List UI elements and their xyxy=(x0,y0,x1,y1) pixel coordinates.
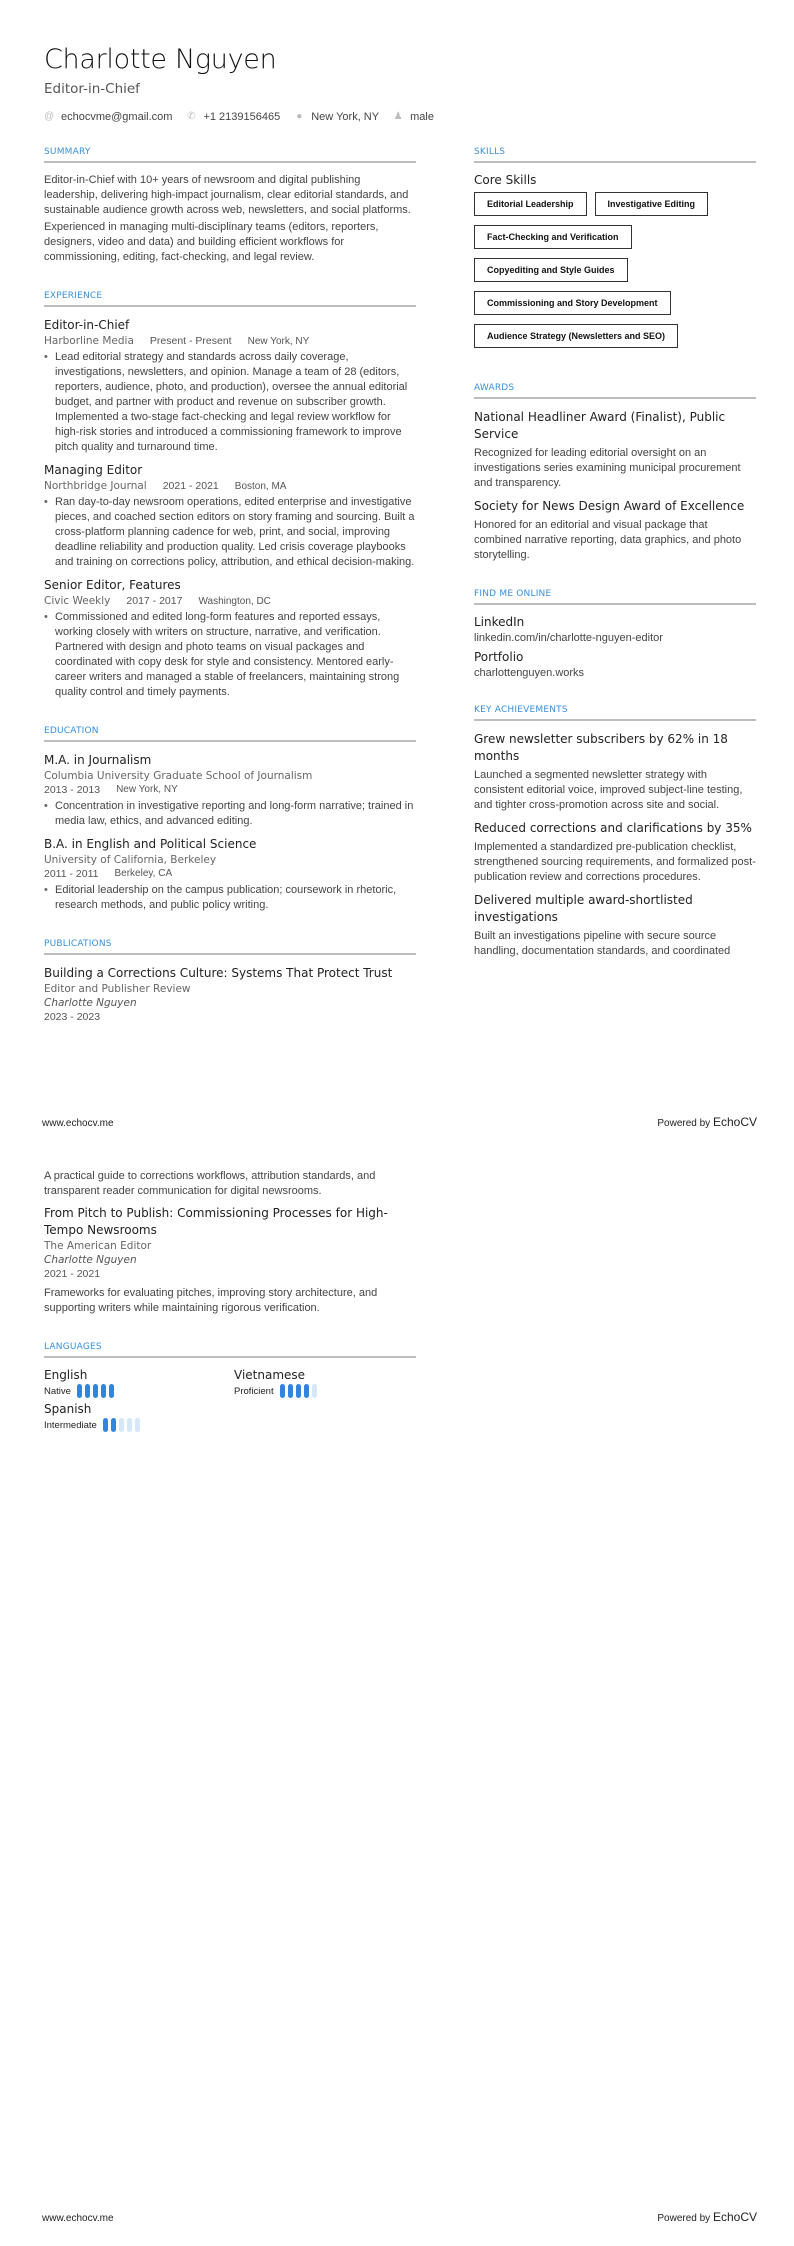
job-company: Harborline Media xyxy=(44,335,134,347)
skill-tag: Fact-Checking and Verification xyxy=(474,225,632,249)
proficiency-bars xyxy=(280,1384,320,1398)
achievement-title: Reduced corrections and clarifications by 35% xyxy=(474,821,752,835)
job-description: Lead editorial strategy and standards across daily coverage, investigations, newsletters, and opinion. Manage a team of 28 (editors, reporters, audience, photo, and production), oversee the annual editorial budget, and partner with product and revenue on subscriber growth. Implemented a two-stage fact-checking and legal review workflow for high-risk stories and introduced a commissioning framework to improve pitch quality and turnaround time. xyxy=(55,351,408,453)
job-company: Civic Weekly xyxy=(44,595,111,607)
skill-tag: Audience Strategy (Newsletters and SEO) xyxy=(474,324,678,348)
contact-phone[interactable] xyxy=(186,111,280,123)
award-entry xyxy=(474,498,756,563)
contact-gender xyxy=(393,111,434,123)
job-role: Senior Editor, Features xyxy=(44,578,181,592)
job-company: Northbridge Journal xyxy=(44,480,147,492)
section-heading: EXPERIENCE xyxy=(44,291,103,301)
summary-paragraph: Editor-in-Chief with 10+ years of newsroom and digital publishing leadership, delivering high-impact journalism, clear editorial standards, and sustainable audience growth across web, newsletters, and social platforms. xyxy=(44,174,411,216)
location-text: New York, NY xyxy=(311,111,380,123)
section-heading: KEY ACHIEVEMENTS xyxy=(474,705,568,715)
proficiency-bar-icon xyxy=(103,1418,108,1432)
bullet-icon: • xyxy=(44,351,48,363)
section-divider xyxy=(474,719,756,721)
section-divider xyxy=(474,397,756,399)
achievement-description: Launched a segmented newsletter strategy with consistent editorial voice, improved subject-line testing, and tighter cross-promotion across site and social. xyxy=(474,769,743,811)
achievement-entry xyxy=(474,820,756,885)
degree: B.A. in English and Political Science xyxy=(44,837,257,851)
language-list xyxy=(44,1368,416,1432)
section-heading: FIND ME ONLINE xyxy=(474,589,552,599)
contact-email[interactable] xyxy=(44,111,172,123)
phone-text: +1 2139156465 xyxy=(203,111,281,123)
section-divider xyxy=(44,953,416,955)
publication-title: From Pitch to Publish: Commissioning Processes for High-Tempo Newsrooms xyxy=(44,1206,388,1237)
website-link[interactable]: www.echocv.me xyxy=(42,2213,114,2224)
job-location: New York, NY xyxy=(247,336,310,347)
edu-dates: 2013 - 2013 xyxy=(44,784,101,796)
publication-entry xyxy=(44,965,416,1023)
email-text: echocvme@gmail.com xyxy=(61,111,173,123)
award-description: Honored for an editorial and visual package that combined narrative reporting, data graphics, and photo storytelling. xyxy=(474,519,742,561)
school: Columbia University Graduate School of Journalism xyxy=(44,770,313,782)
job-role: Managing Editor xyxy=(44,463,143,477)
resume-header xyxy=(44,44,448,123)
publication-author: Charlotte Nguyen xyxy=(44,1254,137,1266)
achievement-title: Delivered multiple award-shortlisted investigations xyxy=(474,893,693,924)
degree: M.A. in Journalism xyxy=(44,753,152,767)
online-section xyxy=(474,589,756,679)
section-divider xyxy=(44,740,416,742)
proficiency-bar-icon xyxy=(109,1384,114,1398)
candidate-name: Charlotte Nguyen xyxy=(44,44,277,75)
proficiency-bars xyxy=(77,1384,117,1398)
publication-author: Charlotte Nguyen xyxy=(44,997,137,1009)
proficiency-bar-icon xyxy=(280,1384,285,1398)
proficiency-bar-icon xyxy=(304,1384,309,1398)
publication-dates: 2023 - 2023 xyxy=(44,1011,101,1023)
language-name: English xyxy=(44,1368,88,1382)
job-location: Washington, DC xyxy=(198,596,271,607)
publication-entry xyxy=(44,1205,416,1316)
achievement-entry xyxy=(474,892,756,959)
at-icon: @ xyxy=(44,111,55,122)
award-title: Society for News Design Award of Excellence xyxy=(474,499,745,513)
portfolio-link[interactable]: charlottenguyen.works xyxy=(474,667,585,679)
language-level: Intermediate xyxy=(44,1419,97,1431)
edu-location: New York, NY xyxy=(116,784,178,795)
achievement-entry xyxy=(474,731,756,813)
section-heading: LANGUAGES xyxy=(44,1342,102,1352)
proficiency-bars xyxy=(103,1418,143,1432)
bullet-icon: • xyxy=(44,800,48,812)
edu-dates: 2011 - 2011 xyxy=(44,868,99,880)
proficiency-bar-icon xyxy=(101,1384,106,1398)
edu-description: Concentration in investigative reporting and long-form narrative; trained in media law, ethics, and advanced editing. xyxy=(55,800,414,827)
linkedin-link[interactable]: linkedin.com/in/charlotte-nguyen-editor xyxy=(474,632,663,644)
proficiency-bar-icon xyxy=(119,1418,124,1432)
candidate-title: Editor-in-Chief xyxy=(44,81,140,97)
education-entry xyxy=(44,752,416,829)
section-heading: SKILLS xyxy=(474,147,506,157)
section-divider xyxy=(44,1356,416,1358)
experience-entry xyxy=(44,577,416,700)
language-item xyxy=(44,1368,234,1398)
proficiency-bar-icon xyxy=(127,1418,132,1432)
edu-location: Berkeley, CA xyxy=(114,868,173,879)
brand-logo[interactable]: EchoCV xyxy=(712,1115,757,1129)
award-entry xyxy=(474,409,756,491)
section-divider xyxy=(44,161,416,163)
right-column xyxy=(474,147,756,985)
powered-by-label: Powered by xyxy=(657,1118,713,1129)
language-level: Proficient xyxy=(234,1385,274,1397)
publication-title: Building a Corrections Culture: Systems That Protect Trust xyxy=(44,966,393,980)
publication-dates: 2021 - 2021 xyxy=(44,1268,101,1280)
powered-by-label: Powered by xyxy=(657,2213,713,2224)
skill-tag: Copyediting and Style Guides xyxy=(474,258,628,282)
achievements-section xyxy=(474,705,756,959)
proficiency-bar-icon xyxy=(296,1384,301,1398)
achievement-title: Grew newsletter subscribers by 62% in 18 months xyxy=(474,732,728,763)
section-divider xyxy=(44,305,416,307)
gender-text: male xyxy=(410,111,434,123)
job-dates: 2021 - 2021 xyxy=(162,480,219,492)
language-item xyxy=(44,1402,234,1432)
publication-description: Frameworks for evaluating pitches, improving story architecture, and supporting writers while maintaining rigorous verification. xyxy=(44,1287,378,1314)
proficiency-bar-icon xyxy=(93,1384,98,1398)
award-title: National Headliner Award (Finalist), Public Service xyxy=(474,410,726,441)
section-heading: SUMMARY xyxy=(44,147,91,157)
job-dates: Present - Present xyxy=(149,335,232,347)
proficiency-bar-icon xyxy=(288,1384,293,1398)
resume-page-2 xyxy=(0,1123,794,2246)
school: University of California, Berkeley xyxy=(44,854,217,866)
website-link[interactable]: www.echocv.me xyxy=(42,1118,114,1129)
person-icon: ♟ xyxy=(393,111,403,122)
section-heading: EDUCATION xyxy=(44,726,99,736)
job-role: Editor-in-Chief xyxy=(44,318,130,332)
section-heading: PUBLICATIONS xyxy=(44,939,112,949)
language-name: Spanish xyxy=(44,1402,92,1416)
award-description: Recognized for leading editorial oversight on an investigations series examining municipal procurement and transparency. xyxy=(474,447,741,489)
bullet-icon: • xyxy=(44,496,48,508)
job-dates: 2017 - 2017 xyxy=(126,595,183,607)
left-column-continued xyxy=(44,1169,416,1458)
education-section xyxy=(44,726,416,913)
proficiency-bar-icon xyxy=(111,1418,116,1432)
experience-entry xyxy=(44,317,416,455)
skills-section xyxy=(474,147,756,357)
job-description: Ran day-to-day newsroom operations, edited enterprise and investigative pieces, and coached section editors on story framing and sourcing. Built a cross-platform planning cadence for web, print, and social, improving deadline reliability and production quality. Led crisis coverage playbooks and training on corrections policy, attribution, and ethical decision-making. xyxy=(55,496,415,568)
language-level: Native xyxy=(44,1385,71,1397)
achievement-description: Built an investigations pipeline with secure source handling, documentation standards, and coordinated xyxy=(474,930,731,957)
location-pin-icon: ● xyxy=(296,111,303,122)
experience-section xyxy=(44,291,416,700)
proficiency-bar-icon xyxy=(135,1418,140,1432)
experience-entry xyxy=(44,462,416,570)
job-location: Boston, MA xyxy=(234,481,287,492)
left-column xyxy=(44,147,416,1049)
publications-section xyxy=(44,939,416,1023)
bullet-icon: • xyxy=(44,611,48,623)
awards-section xyxy=(474,383,756,563)
proficiency-bar-icon xyxy=(77,1384,82,1398)
skill-tag: Investigative Editing xyxy=(595,192,709,216)
section-heading: AWARDS xyxy=(474,383,515,393)
languages-section xyxy=(44,1342,416,1432)
powered-by xyxy=(657,2210,757,2224)
link-label-linkedin: LinkedIn xyxy=(474,615,525,629)
language-name: Vietnamese xyxy=(234,1368,306,1382)
link-label-portfolio: Portfolio xyxy=(474,650,524,664)
job-description: Commissioned and edited long-form features and reported essays, working closely with writers on structure, narrative, and verification. Partnered with design and photo teams on visual packages and coordinated with copy desk for style and consistency. Mentored early-career writers and managed a stable of freelancers, maintaining strong quality control and timely payments. xyxy=(55,611,400,698)
summary-paragraph: Experienced in managing multi-disciplinary teams (editors, reporters, designers, video and data) and building efficient workflows for commissioning, editing, fact-checking, and legal review. xyxy=(44,221,379,263)
proficiency-bar-icon xyxy=(85,1384,90,1398)
bullet-icon: • xyxy=(44,884,48,896)
publication-publisher: Editor and Publisher Review xyxy=(44,983,191,995)
education-entry xyxy=(44,836,416,913)
page-footer xyxy=(42,2210,757,2224)
language-item xyxy=(234,1368,424,1398)
brand-logo[interactable]: EchoCV xyxy=(712,2210,757,2224)
section-divider xyxy=(474,161,756,163)
publications-section-continued xyxy=(44,1169,416,1316)
contact-location xyxy=(294,111,379,123)
contact-bar xyxy=(44,111,448,123)
skill-tag: Commissioning and Story Development xyxy=(474,291,671,315)
edu-description: Editorial leadership on the campus publication; coursework in rhetoric, research methods, and public policy writing. xyxy=(55,884,397,911)
proficiency-bar-icon xyxy=(312,1384,317,1398)
achievement-description: Implemented a standardized pre-publication checklist, strengthened sourcing requirements, and formalized post-publication review and corrections procedures. xyxy=(474,841,756,883)
section-divider xyxy=(474,603,756,605)
skill-tags xyxy=(474,192,756,357)
summary-section xyxy=(44,147,416,265)
skill-tag: Editorial Leadership xyxy=(474,192,587,216)
phone-icon: ✆ xyxy=(187,111,196,122)
skills-group-title: Core Skills xyxy=(474,173,537,187)
publication-publisher: The American Editor xyxy=(44,1240,152,1252)
publication-description: A practical guide to corrections workflows, attribution standards, and transparent reader communication for digital newsrooms. xyxy=(44,1170,376,1197)
